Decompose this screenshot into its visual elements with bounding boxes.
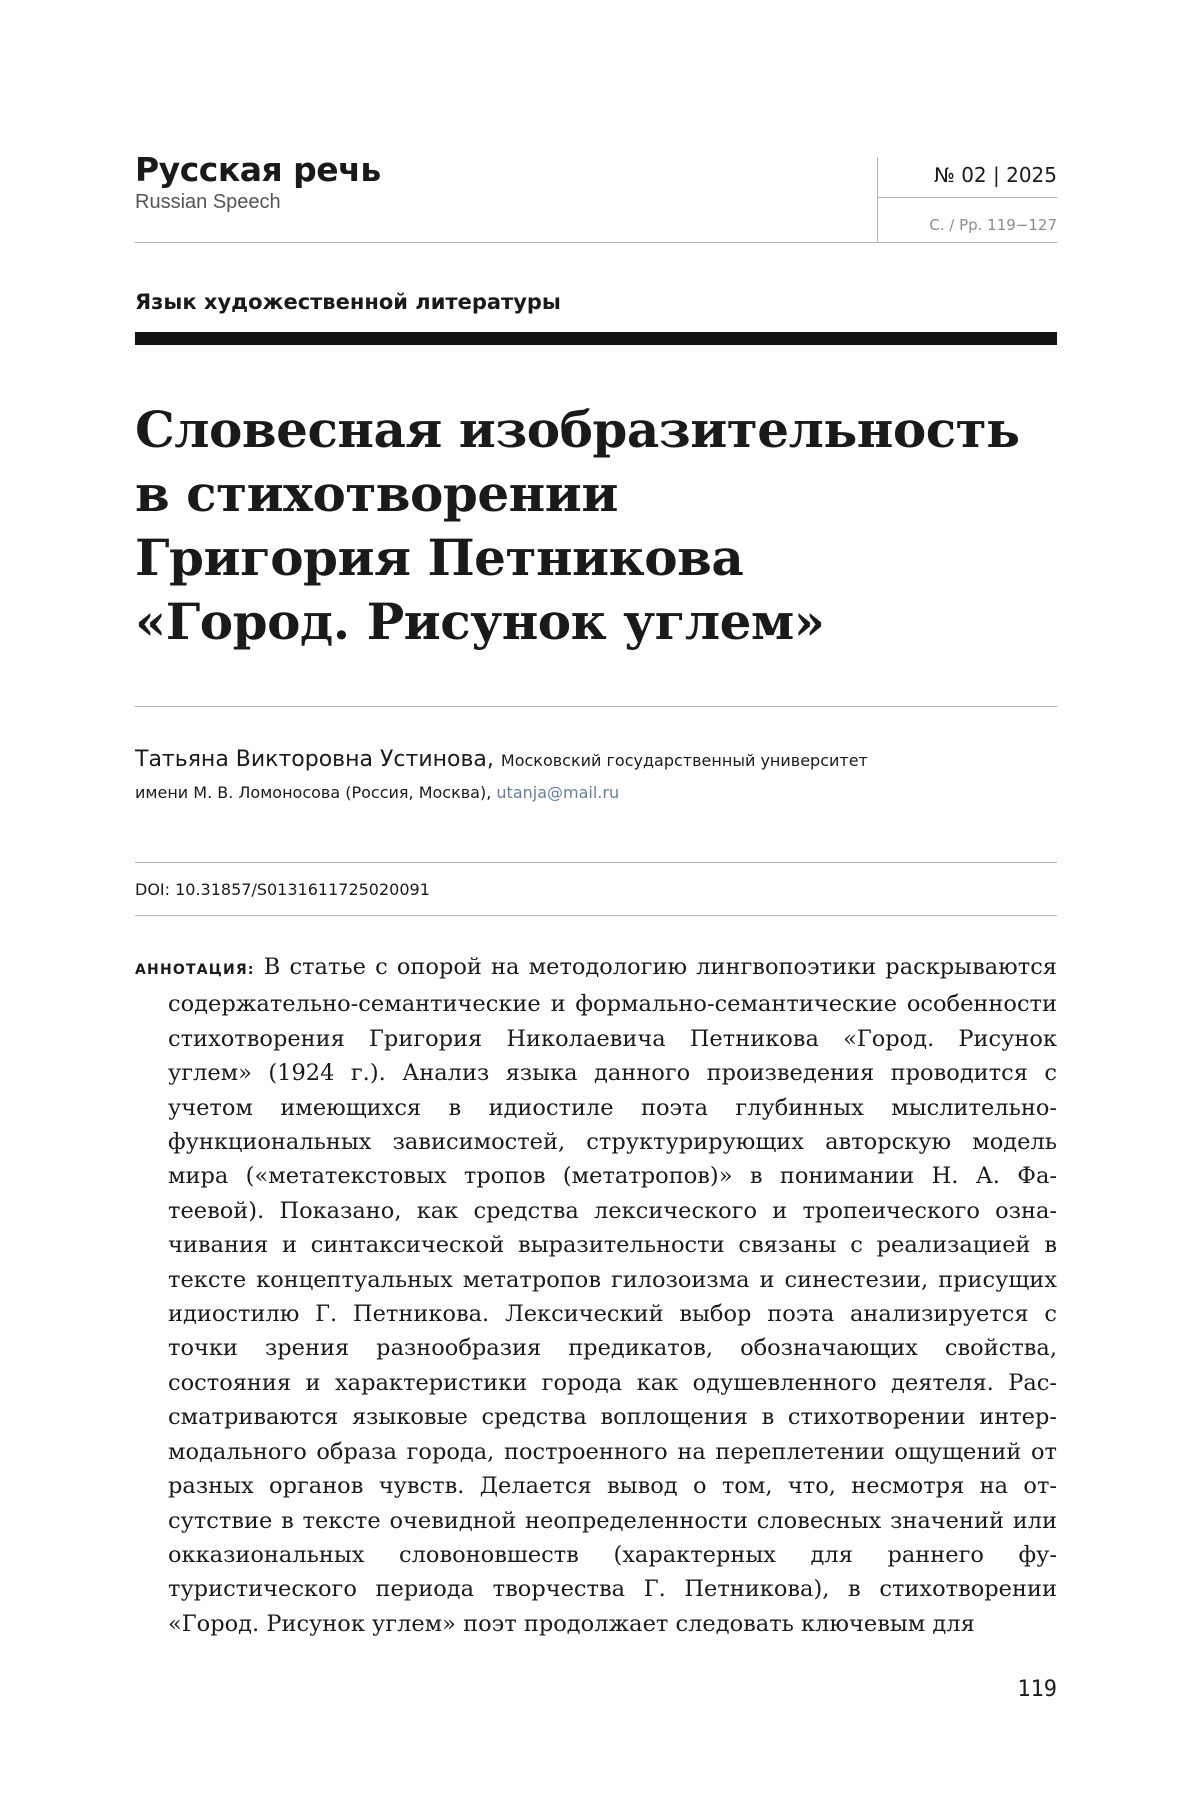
doi: DOI: 10.31857/S0131611725020091 bbox=[135, 880, 430, 899]
issue-number: № 02 | 2025 bbox=[934, 163, 1057, 187]
author-email-link[interactable]: utanja@mail.ru bbox=[496, 783, 620, 802]
abstract bbox=[135, 950, 1057, 1641]
title-line: Григория Петникова bbox=[135, 528, 744, 587]
author-rule bbox=[135, 862, 1057, 863]
journal-title: Русская речь bbox=[135, 150, 381, 189]
header-divider bbox=[877, 157, 878, 242]
author-block: Татьяна Викторовна Устинова, Московский государственный университет имени М. В. Ломоносова (Россия, Москва), utanja@mail.ru bbox=[135, 747, 868, 802]
author-affiliation-cont: имени М. В. Ломоносова (Россия, Москва), bbox=[135, 783, 492, 802]
page-number: 119 bbox=[1017, 1677, 1057, 1702]
title-line: в стихотворении bbox=[135, 464, 618, 523]
title-line: Словесная изобразительность bbox=[135, 400, 1020, 459]
page-range: С. / Pp. 119−127 bbox=[929, 216, 1057, 234]
doi-rule bbox=[135, 915, 1057, 916]
section-heading: Язык художественной литературы bbox=[135, 290, 561, 314]
author-name: Татьяна Викторовна Устинова bbox=[135, 747, 487, 772]
journal-header bbox=[135, 150, 381, 214]
header-rule bbox=[135, 242, 1057, 243]
section-bar bbox=[135, 332, 1057, 345]
abstract-text: В статье с опорой на методологию лингвопоэтики раскрываются содержательно-семантические и формально-семантические особенности стихотворения Григория Николаевича Петникова «Город. Рисунок углем» (1924 г.). Анализ языка данного произведения проводится с учетом имеющихся в идиостиле поэта глубинных мыслительно-функциональных зависимостей, структурирующих авторскую модель мира («метатекстовых тропов (метатропов)» в понимании Н. А. Фатеевой). Показано, как средства лексического и тропеического означивания и синтаксической выразительности связаны с реализацией в тексте концептуальных метатропов гилозоизма и синестезии, присущих идиостилю Г. Петникова. Лексический выбор поэта анализируется с точки зрения разнообразия предикатов, обозначающих свойства, состояния и характеристики города как одушевленного деятеля. Рассматриваются языковые средства воплощения в стихотворении интермодального образа города, построенного на переплетении ощущений от разных органов чувств. Делается вывод о том, что, несмотря на отсутствие в тексте очевидной неопределенности словесных значений или окказиональных словоновшеств (характерных для раннего футуристического периода творчества Г. Петникова), в стихотворении «Город. Рисунок углем» поэт продолжает следовать ключевым для bbox=[168, 954, 1057, 1637]
author-affiliation: Московский государственный университет bbox=[500, 751, 868, 770]
title-rule bbox=[135, 706, 1057, 707]
issue-divider bbox=[877, 197, 1057, 198]
abstract-label: АННОТАЦИЯ: bbox=[135, 962, 255, 978]
title-line: «Город. Рисунок углем» bbox=[135, 592, 825, 651]
journal-subtitle: Russian Speech bbox=[135, 191, 281, 213]
article-title bbox=[135, 398, 1057, 654]
